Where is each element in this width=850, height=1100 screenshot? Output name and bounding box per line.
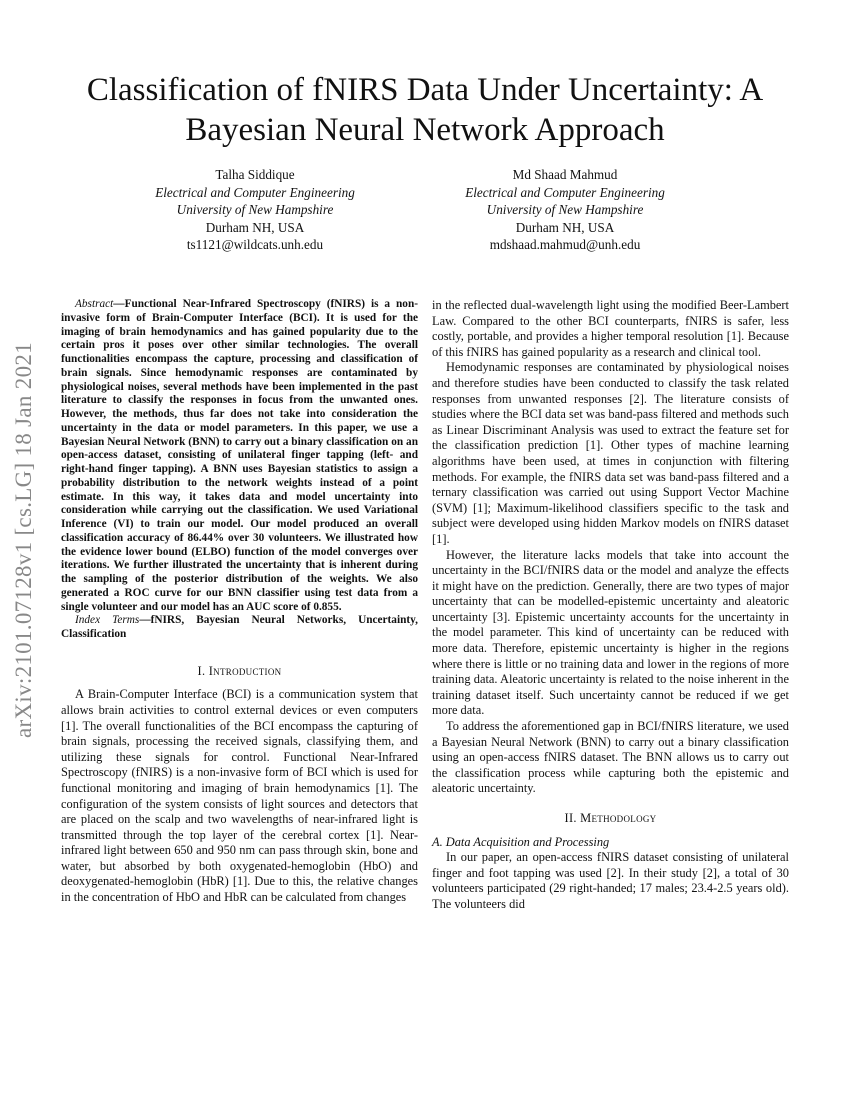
abstract-label: Abstract	[75, 298, 114, 310]
section-heading-methodology: II. Methodology	[564, 811, 657, 825]
paragraph: To address the aforementioned gap in BCI/fNIRS literature, we used a Bayesian Neural Network (BNN) to carry out a binary classification using an open-access fNIRS dataset. The BNN allows us to carry out the classification process while capturing both the epistemic and aleatoric uncertainty.	[432, 719, 789, 796]
paragraph: in the reflected dual-wavelength light using the modified Beer-Lambert Law. Compared to the other BCI counterparts, fNIRS is safer, less costly, portable, and provides a higher temporal resolution [1]. Because of this fNIRS has gained popularity as a research and clinical tool.	[432, 298, 789, 359]
right-column	[432, 298, 789, 913]
author-name: Talha Siddique	[215, 167, 295, 182]
abstract-text: —Functional Near-Infrared Spectroscopy (fNIRS) is a non-invasive form of Brain-Computer Interface (BCI). It is used for the imaging of brain hemodynamics and has gained popularity due to the certain pros it poses over other similar technologies. The overall functionalities encompass the capture, processing and classification of brain signals. Since hemodynamic responses are contaminated by physiological noises, several methods have been implemented in the past literature to classify the responses in focus from the unwanted ones. However, the methods, thus far does not take into consideration the uncertainty in the data or model parameters. In this paper, we use a Bayesian Neural Network (BNN) to carry out a binary classification on an open-access dataset, consisting of unilateral finger tapping (left- and right-hand finger tapping). A BNN uses Bayesian statistics to assign a probability distribution to the network weights instead of a point estimate. In this way, it takes data and model uncertainty into consideration while carrying out the classification. We used Variational Inference (VI) to train our model. Our model produced an overall classification accuracy of 86.44% over 30 volunteers. We illustrated how the evidence lower bound (ELBO) function of the model converges over iterations. We further illustrated the uncertainty that is inherent during the sampling of the posterior distribution of the weights. We also generated a ROC curve for our BNN classifier using test data from a single volunteer and our model has an AUC score of 0.855.	[61, 298, 418, 613]
author-univ: University of New Hampshire	[486, 202, 644, 217]
paragraph: A Brain-Computer Interface (BCI) is a communication system that allows brain activities to control external devices or even computers [1]. The overall functionalities of the BCI encompass the capturing of brain signals, processing the received signals, classifying them, and utilizing these signals for control. Functional Near-Infrared Spectroscopy (fNIRS) is a non-invasive form of BCI which is used for functional monitoring and imaging of brain hemodynamics [1]. The configuration of the system consists of light sources and detectors that are placed on the scalp and two wavelengths of near-infrared light is transmitted through the top layer of the cerebral cortex [1]. Near-infrared light between 650 and 950 nm can pass through skin, bone and water, but absorbed by both oxygenated-hemoglobin (HbO) and deoxygenated-hemoglobin (HbR) [1]. Due to this, the relative changes in the concentration of HbO and HbR can be calculated from changes	[61, 687, 418, 905]
paragraph: However, the literature lacks models that take into account the uncertainty in the BCI/fNIRS data or the model and analyze the effects it might have on the prediction. Generally, there are two types of major uncertainty that can be modelled-epistemic uncertainty and aleatoric uncertainty [3]. Epistemic uncertainty accounts for the uncertainty in the model parameter. This kind of uncertainty can be reduced with more data. Therefore, epistemic uncertainty is higher in the regions where there is little or no training data and lower in the regions of more training data. Aleatoric uncertainty is related to the noise inherent in the training dataset itself. Such uncertainty cannot be reduced if we get more data.	[432, 547, 789, 718]
paragraph: Hemodynamic responses are contaminated by physiological noises and therefore studies have been conducted to classify the task related responses from unwanted responses [2]. The literature consists of studies where the BCI data set was band-pass filtered and methods such as Linear Discriminant Analysis was used to extract the feature set for the classification prediction [1]. Other types of machine learning algorithms have been used, at times in conjunction with filtering methods. For example, the fNIRS data set was band-pass filtered and a ternary classification was carried out using Support Vector Machine (SVM) [1]; Maximum-likelihood classifiers specific to the task and subject were developed using hidden Markov models on fNIRS dataset [1].	[432, 360, 789, 546]
author-2	[415, 166, 715, 254]
author-email[interactable]: mdshaad.mahmud@unh.edu	[489, 237, 641, 252]
author-location: Durham NH, USA	[515, 219, 615, 235]
author-1	[105, 166, 405, 254]
left-column	[61, 298, 418, 906]
author-email[interactable]: ts1121@wildcats.unh.edu	[186, 237, 324, 252]
author-name: Md Shaad Mahmud	[512, 167, 618, 182]
author-dept: Electrical and Computer Engineering	[155, 184, 355, 200]
index-terms-text: —fNIRS, Bayesian Neural Networks, Uncertainty, Classification	[61, 614, 418, 640]
subsection-heading: A. Data Acquisition and Processing	[432, 834, 610, 849]
paragraph: In our paper, an open-access fNIRS dataset consisting of unilateral finger and foot tapping was used [2]. In their study [2], a total of 30 volunteers participated (29 right-handed; 17 males; 23.4-2.5 years old). The volunteers did	[432, 850, 789, 911]
section-heading-introduction: I. Introduction	[197, 663, 282, 678]
index-terms-label: Index Terms	[75, 614, 140, 627]
author-dept: Electrical and Computer Engineering	[465, 184, 665, 200]
author-location: Durham NH, USA	[205, 219, 305, 235]
abstract	[61, 298, 418, 642]
author-univ: University of New Hampshire	[176, 202, 334, 217]
paper-title: Classification of fNIRS Data Under Uncertainty: A Bayesian Neural Network Approach	[86, 72, 764, 148]
